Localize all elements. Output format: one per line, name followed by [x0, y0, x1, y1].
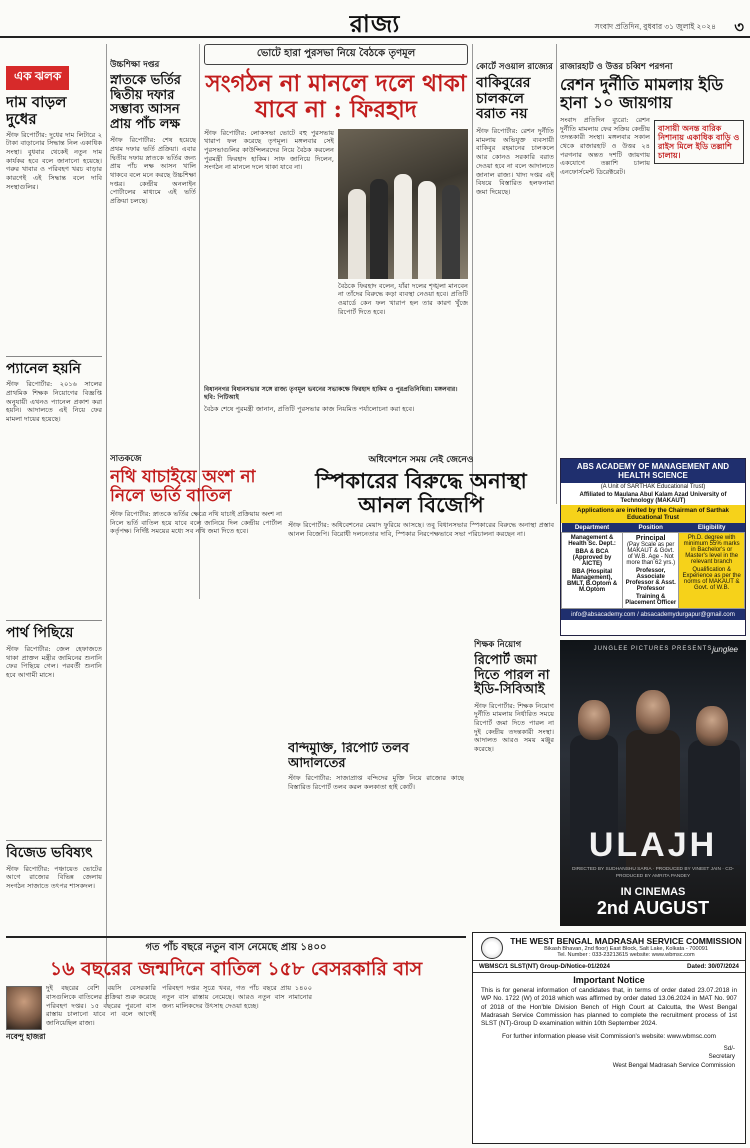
emblem-icon: [481, 937, 503, 959]
dateline: সংবাদ প্রতিদিন, বুধবার ৩১ জুলাই ২০২৪: [594, 22, 716, 31]
ad-col-header: Position: [623, 523, 679, 533]
ad-col-header: Department: [562, 523, 623, 533]
story-kicker: গত পাঁচ বছরে নতুন বাস নেমেছে প্রায় ১৪০০: [145, 942, 327, 953]
ad-movie-ulajh: [560, 640, 746, 926]
movie-brand: junglee: [712, 645, 738, 654]
story-kicker: রাজারহাট ও উত্তর চব্বিশ পরগনা: [560, 62, 673, 72]
page-number: ৩: [734, 18, 744, 36]
story-headline: রেশন দুর্নীতি মামলায় ইডি হানা ১০ জায়গায়: [560, 75, 724, 112]
ad-invite: Applications are invited by the Chairman of Sarthak Educational Trust: [561, 505, 745, 523]
reporter-name: নবেন্দু হাজরা: [6, 1032, 46, 1042]
ad-col-header: Eligibility: [679, 523, 745, 533]
story-body: স্টাফ রিপোর্টার: সাজাপ্রাপ্ত বন্দিদের মুক্তি নিয়ে রাজ্যের কাছে বিস্তারিত রিপোর্ট তলব করল কলকাতা হাই কোর্ট।: [288, 774, 464, 791]
story-headline: নথি যাচাইয়ে অংশ না নিলে ভর্তি বাতিল: [110, 467, 256, 507]
story-body: স্টাফ রিপোর্টার: শিক্ষক নিয়োগ দুর্নীতি মামলায় নির্ধারিত সময়ে রিপোর্ট জমা দিতে পারল না দুই কেন্দ্রীয় তদন্তকারী সংস্থা। আদালত আরও সময় মঞ্জুর করেছে।: [474, 701, 554, 754]
story-ed-raid: [560, 44, 744, 456]
story-body: স্টাফ রিপোর্টার: রেশন দুর্নীতি মামলায় অভিযুক্ত ব্যবসায়ী বাকিবুর রহমানের চালকলে আর কোনও সরকারি বরাত দেওয়া হবে না বলে আদালতে জানাল রাজ্য। খাদ্য দপ্তর এই বিষয়ে বিস্তারিত হলফনামা জমা দিয়েছে।: [476, 127, 554, 196]
notice-memo: WBMSC/1 SLST(NT) Group-D/Notice-01/2024: [479, 963, 610, 970]
notice-title: Important Notice: [573, 975, 645, 985]
story-teacher-recruitment: [474, 638, 554, 928]
notice-address: Bikash Bhavan, 2nd floor) East Block, Salt Lake, Kolkata - 700091: [544, 946, 708, 952]
story-headline: ১৬ বছরের জন্মদিনে বাতিল ১৫৮ বেসরকারি বাস: [49, 958, 423, 980]
movie-studio: JUNGLEE PICTURES PRESENTS: [593, 646, 713, 652]
movie-in-cinemas: IN CINEMAS: [620, 886, 686, 898]
ad-position: Professor, Associate Professor & Asst. Professor: [625, 568, 676, 592]
brief-body: স্টাফ রিপোর্টার: দুধের দাম লিটারে ২ টাকা বাড়ানোর সিদ্ধান্ত নিল একাধিক সংস্থা। বুধবার থেকেই নতুন দাম কার্যকর হবে বলে জানানো হয়েছে। গরুর খাবার ও পরিবহণ খরচ বাড়ার কারণেই এই সিদ্ধান্ত বলে দাবি সংস্থাগুলির।: [6, 130, 102, 191]
divider: [6, 936, 466, 938]
reporter-avatar: [6, 986, 42, 1030]
ad-affiliation: Affiliated to Maulana Abul Kalam Azad University of Technology (MAKAUT): [579, 492, 727, 504]
story-body: পরিবহণ দপ্তর সূত্রে খবর, গত পাঁচ বছরে প্রায় ১৪০০ নতুন বাস রাস্তায় নেমেছে। আরও নতুন বাস নামানোর জন্য মালিকদের উৎসাহ দেওয়া হচ্ছে।: [162, 984, 312, 1010]
ad-abs-academy: [560, 458, 746, 636]
ad-email: info@absacademy.com / absacademydurgapur@gmail.com: [561, 609, 745, 620]
masthead: [0, 0, 750, 38]
ad-dept: BBA (Hospital Management), BMLT, B.Optom & M.Optom: [566, 569, 618, 593]
brief-headline: দাম বাড়ল দুধের: [6, 93, 67, 128]
notice-madrasah-commission: [472, 932, 746, 1144]
movie-title: ULAJH: [588, 826, 718, 864]
story-kicker: কোর্টে সওয়াল রাজ্যের: [476, 62, 553, 72]
brief-body: স্টাফ রিপোর্টার: জেল হেফাজতে থাকা প্রাক্তন মন্ত্রীর জামিনের শুনানি ফের পিছিয়ে গেল। পরবর্তী শুনানি হবে আগামী মাসে।: [6, 644, 102, 680]
brief-body: স্টাফ রিপোর্টার: ২০১৬ সালের প্রাথমিক শিক্ষক নিয়োগের বিজ্ঞপ্তি অনুযায়ী এখনও প্যানেল প্রকাশ করা হয়নি। আদালতে এই নিয়ে ফের মামলা দায়ের হয়েছে।: [6, 380, 102, 424]
notice-further: For further information please visit Commission's website: www.wbmsc.com: [502, 1032, 716, 1040]
ad-dept: BBA & BCA (Approved by AICTE): [572, 549, 612, 567]
lead-story: [204, 44, 468, 446]
movie-credits: DIRECTED BY SUDHANSHU SARIA · PRODUCED BY VINEET JAIN · CO-PRODUCED BY AMRITA PANDEY: [571, 867, 735, 880]
lead-kicker: ভোটে হারা পুরসভা নিয়ে বৈঠকে তৃণমূল: [204, 44, 468, 65]
column-briefs: [6, 44, 102, 1004]
story-kicker: অধিবেশনে সময় নেই জেনেও: [368, 455, 474, 465]
story-document-check: [110, 452, 282, 932]
ad-eligibility: Qualification & Experience as per the norms of MAKAUT & Govt. of W.B.: [682, 567, 741, 591]
ad-dept: Management & Health Sc. Dept.:: [568, 535, 616, 547]
ad-subtitle: (A Unit of SARTHAK Educational Trust): [600, 484, 706, 490]
lead-photo-body: বৈঠক শেষে পুরমন্ত্রী জানান, প্রতিটি পুরসভার কাজ নিয়মিত পর্যালোচনা করা হবে।: [204, 404, 415, 413]
story-headline: বন্দিমুক্তি, রিপোর্ট তলব আদালতের: [288, 742, 409, 771]
story-prisoner-release: [288, 742, 464, 922]
story-kicker: সাতকজে: [110, 454, 142, 464]
story-bakibur: [476, 44, 554, 456]
story-bus: [6, 940, 466, 1144]
lead-body-right: বৈঠকে ফিরহাদ বলেন, যাঁরা দলের শৃঙ্খলা মানবেন না তাঁদের বিরুদ্ধে কড়া ব্যবস্থা নেওয়া হবে। প্রতিটি ওয়ার্ডে কেন ফল খারাপ হল তার কারণ খুঁজে রিপোর্ট দিতে হবে।: [338, 281, 468, 316]
notice-sign: Secretary: [708, 1053, 735, 1061]
brief-headline: বিজেড ভবিষ্যৎ: [6, 844, 93, 861]
section-title: রাজ্য: [349, 9, 401, 38]
brief-headline: পার্থ পিছিয়ে: [6, 625, 74, 642]
photo-caption: বিধাননগর বিধানসভার সঙ্গে রাজ্য তৃণমূল ভবনের সভাকক্ষে ফিরহাদ হাকিম ও পুরপ্রতিনিধিরা। মঙ্গলবার। ছবি: পিটিআই: [204, 385, 458, 401]
notice-sign: West Bengal Madrasah Service Commission: [612, 1061, 735, 1069]
ad-position: Principal: [635, 535, 666, 542]
story-headline: রিপোর্ট জমা দিতে পারল না ইডি-সিবিআই: [474, 653, 550, 698]
story-body: স্টাফ রিপোর্টার: স্নাতকে ভর্তির ক্ষেত্রে নথি যাচাই প্রক্রিয়ায় অংশ না নিলে ভর্তি বাতিল হয়ে যাবে বলে জানিয়ে দিল কেন্দ্রীয় পোর্টাল কর্তৃপক্ষ। নির্দিষ্ট সময়ের মধ্যে সব নথি জমা দিতে হবে।: [110, 510, 282, 536]
movie-release-date: 2nd AUGUST: [596, 898, 710, 918]
lead-headline: সংগঠন না মানলে দলে থাকা যাবে না : ফিরহাদ: [205, 70, 467, 123]
column-rule: [556, 44, 557, 504]
divider: [6, 356, 102, 357]
story-body: দুই বছরের বেশি বয়সি বেসরকারি বাসগুলিকে বাতিলের প্রক্রিয়া শুরু করেছে পরিবহণ দপ্তর। ১৫ বছরের পুরনো বাস রাস্তায় চালানো যাবে না বলে আগেই জানিয়েছিল রাজ্য।: [46, 984, 156, 1028]
briefs-tag: এক ঝলক: [6, 66, 69, 90]
story-kicker: শিক্ষক নিয়োগ: [474, 640, 522, 650]
lead-body-left: স্টাফ রিপোর্টার: লোকসভা ভোটে বহু পুরসভায় খারাপ ফল করেছে তৃণমূল। মঙ্গলবার সেই পুরসভাগুলির কাউন্সিলরদের নিয়ে বৈঠক করলেন পুরমন্ত্রী ফিরহাদ হাকিম। সাফ জানিয়ে দিলেন, সংগঠন না মানলে দলে থাকা যাবে না।: [204, 128, 334, 172]
story-admission: [110, 44, 196, 444]
ad-table: [561, 523, 745, 609]
ad-position: Training & Placement Officer: [625, 594, 677, 606]
column-rule: [106, 44, 107, 1004]
story-inset: বাসায়ী অনন্ত বারিক নিশানায় একাধিক বাড়ি ও রাইস মিলে ইডি তল্লাশি চালায়।: [654, 120, 744, 164]
divider: [6, 620, 102, 621]
story-body: স্টাফ রিপোর্টার: অধিবেশনের মেয়াদ ফুরিয়ে আসছে। তবু বিধানসভার স্পিকারের বিরুদ্ধে অনাস্থা প্রস্তাব আনল বিজেপি। বিরোধী দলনেতার দাবি, স্পিকার নিরপেক্ষভাবে সভা পরিচালনা করছেন না।: [288, 521, 554, 538]
story-headline: বাকিবুরের চালকলে বরাত নয়: [476, 75, 531, 123]
notice-org: THE WEST BENGAL MADRASAH SERVICE COMMISSION: [510, 936, 742, 946]
column-rule: [472, 44, 473, 504]
ad-eligibility: Ph.D. degree with minimum 55% marks in Bachelor's or Master's level in the relevant branch: [683, 535, 740, 565]
notice-body: This is for general information of candidates that, in terms of order dated 23.07.2018 in WP No. 1722 (W) of 2018 which was affirmed by order dated 13.06.2024 in MAT No. 907 of 2018 of the Hon'ble Division Bench of High Court at Calcutta, the West Bengal Madrasah Service Commission has planned to complete the recruitment process of 1st SLST (NT)-Group D examination within 10th September 2024.: [481, 987, 737, 1028]
story-body: স্টাফ রিপোর্টার: শেষ হয়েছে প্রথম দফার ভর্তি প্রক্রিয়া। এবার দ্বিতীয় দফায় স্নাতকে ভর্তির জন্য প্রায় পাঁচ লক্ষ আসন খালি থাকবে বলে মনে করছে উচ্চশিক্ষা দপ্তর। কেন্দ্রীয় অনলাইন পোর্টালের মাধ্যমে এই ভর্তি প্রক্রিয়া চলছে।: [110, 136, 196, 206]
ad-position-note: (Pay Scale as per MAKAUT & Govt. of W.B. Age - Not more than 62 yrs.): [626, 542, 676, 566]
notice-contact: Tel. Number : 033-23213615 website: www.wbmsc.com: [557, 952, 695, 958]
divider: [6, 840, 102, 841]
brief-headline: প্যানেল হয়নি: [6, 360, 81, 377]
story-kicker: উচ্চশিক্ষা দপ্তর: [110, 60, 160, 70]
notice-sign: Sd/-: [723, 1044, 735, 1052]
story-headline: স্নাতকে ভর্তির দ্বিতীয় দফার সম্ভাব্য আসন প্রায় পাঁচ লক্ষ: [110, 73, 181, 132]
story-headline: স্পিকারের বিরুদ্ধে অনাস্থা আনল বিজেপি: [315, 468, 527, 517]
notice-date: Dated: 30/07/2024: [687, 963, 739, 970]
ad-title: ABS ACADEMY OF MANAGEMENT AND HEALTH SCIENCE: [561, 459, 745, 483]
lead-photo: [338, 129, 468, 279]
brief-body: স্টাফ রিপোর্টার: পঞ্চায়েত ভোটের আগে রাজ্যের বিভিন্ন জেলায় সংগঠন সাজাতে তৎপর শাসকদল।: [6, 864, 102, 891]
story-body: সংবাদ প্রতিদিন ব্যুরো: রেশন দুর্নীতি মামলায় ফের সক্রিয় কেন্দ্রীয় তদন্তকারী সংস্থা। মঙ্গলবার সকাল থেকে রাজারহাট ও উত্তর ২৪ পরগনার অন্তত দশটি জায়গায় একযোগে তল্লাশি চালায় এনফোর্সমেন্ট ডিরেক্টরেট।: [560, 115, 650, 177]
